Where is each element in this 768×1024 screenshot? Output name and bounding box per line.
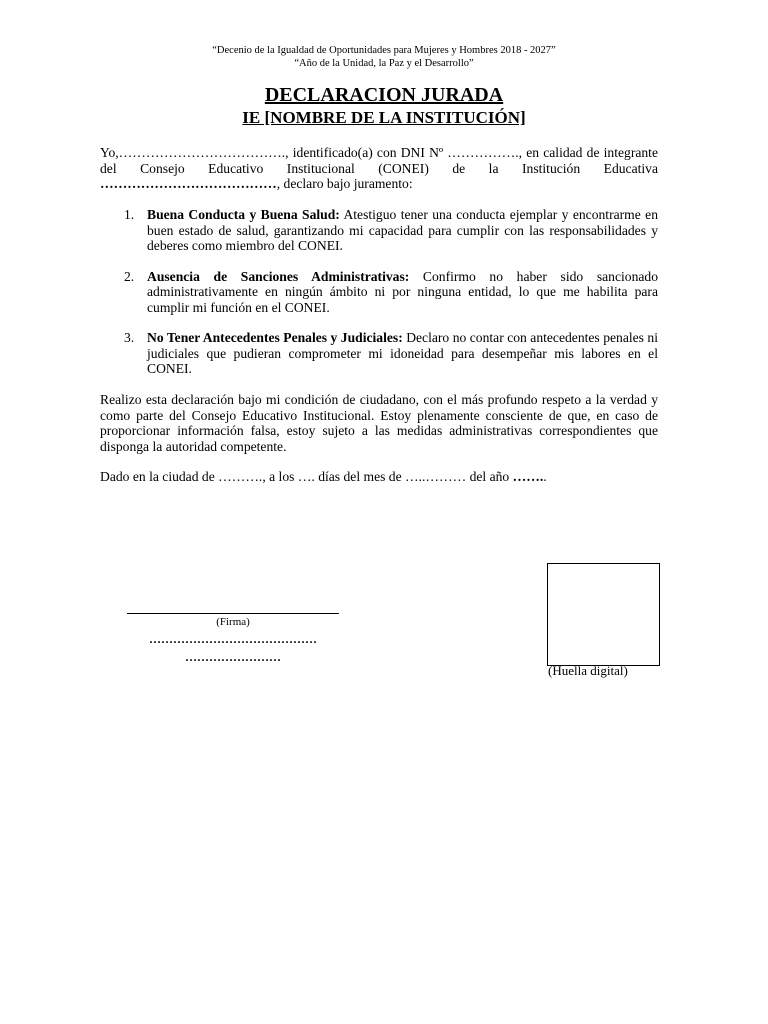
header-line-2: “Año de la Unidad, la Paz y el Desarrollo” — [294, 58, 474, 69]
item-text: Atestiguo tener una conducta ejemplar y encontrarme en buen estado de salud, garantizando mi capacidad para cumplir con las responsabilidades y deberes como miembro del CONEI. — [147, 207, 658, 253]
item-number: 2. — [124, 268, 135, 284]
signature-dni-dots: …………………… — [185, 650, 281, 664]
declaration-list — [100, 207, 658, 392]
item-text: Confirmo no haber sido sancionado administrativamente en ningún ámbito ni por ninguna entidad, lo que me habilita para cumplir mi función en el CONEI. — [147, 268, 658, 315]
item-number: 3. — [124, 330, 135, 345]
fingerprint-box — [547, 563, 660, 666]
intro-paragraph — [100, 145, 658, 192]
list-item — [100, 330, 658, 377]
date-end: . — [543, 469, 547, 484]
signature-name-dots: …………………………………… — [149, 632, 317, 646]
statement-paragraph: Realizo esta declaración bajo mi condición de ciudadano, con el más profundo respeto a la verdad y como parte del Consejo Educativo Institucional. Estoy plenamente consciente de que, en caso de proporcionar información falsa, estoy sujeto a las medidas administrativas correspondientes que disponga la autoridad competente. — [100, 392, 658, 454]
intro-text-2: , declaro bajo juramento: — [276, 176, 413, 191]
item-heading: Buena Conducta y Buena Salud: — [147, 207, 340, 222]
page-title: DECLARACION JURADA — [264, 84, 504, 106]
signature-label: (Firma) — [216, 616, 250, 628]
date-line — [100, 469, 658, 485]
intro-text-1: Yo,………………………………., identificado(a) con DNI Nº ……………., en calidad de integrante del Consejo Educativo Institucional (CONEI) de la Institución Educativa — [100, 145, 658, 176]
date-text: Dado en la ciudad de ………., a los …. días del mes de …..……… del año — [100, 469, 513, 484]
item-text: Declaro no contar con antecedentes penales ni judiciales que pudieran comprometer mi idoneidad para desempeñar mis labores en el CONEI. — [147, 330, 658, 376]
item-number: 1. — [124, 207, 135, 222]
list-item — [100, 207, 658, 254]
page-subtitle: IE [NOMBRE DE LA INSTITUCIÓN] — [242, 108, 526, 127]
header-line-1: “Decenio de la Igualdad de Oportunidades para Mujeres y Hombres 2018 - 2027” — [212, 45, 556, 56]
signature-line — [127, 613, 339, 614]
fingerprint-label: (Huella digital) — [548, 663, 628, 678]
item-heading: Ausencia de Sanciones Administrativas: — [147, 268, 410, 284]
header-motto — [0, 44, 768, 70]
item-heading: No Tener Antecedentes Penales y Judiciales: — [147, 330, 403, 345]
list-item — [100, 269, 658, 316]
intro-dots: ………………………………… — [100, 176, 277, 191]
date-dots: ……. — [512, 469, 544, 484]
